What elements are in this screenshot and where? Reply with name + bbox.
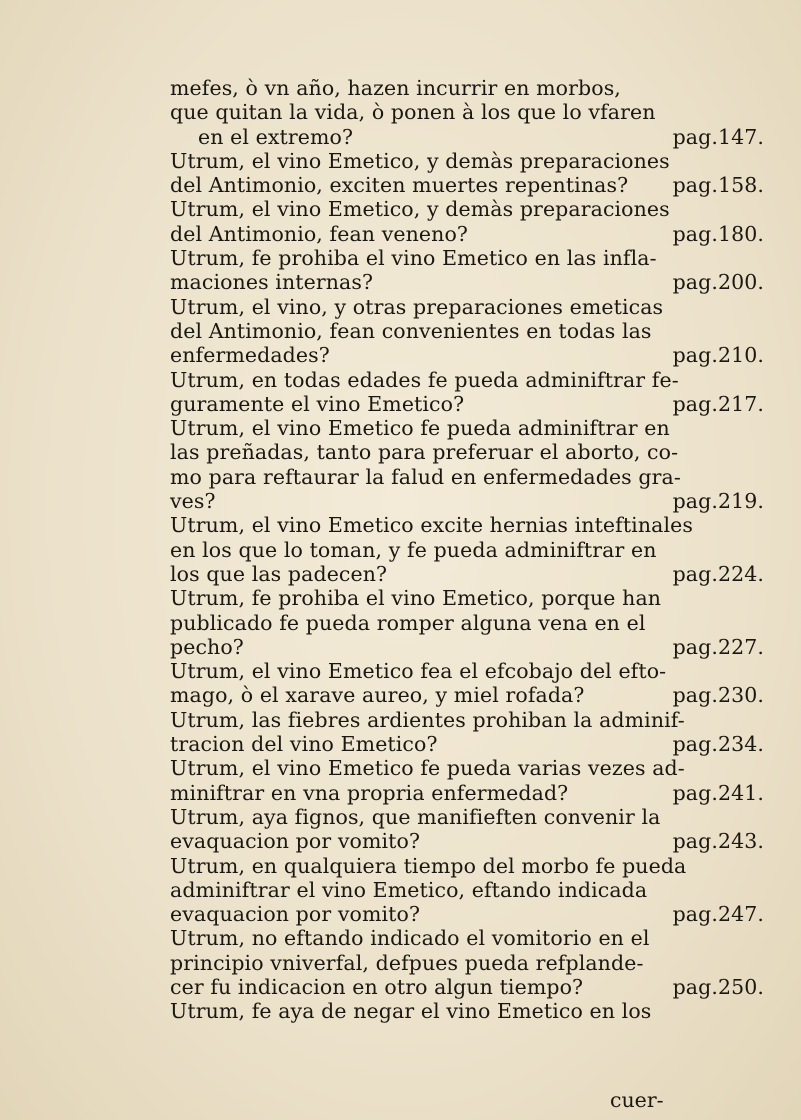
- entry-line: pecho?: [170, 634, 244, 659]
- page-reference: pag.158.: [672, 173, 764, 198]
- page-reference: pag.180.: [672, 221, 764, 246]
- page-reference: pag.250.: [672, 974, 764, 999]
- entry-line: Utrum, aya fignos, que manifieften convenir la: [170, 804, 661, 829]
- index-entry: [170, 416, 780, 513]
- entry-line: Utrum, fe prohiba el vino Emetico en las infla-: [170, 246, 657, 271]
- page-reference: pag.247.: [672, 902, 764, 927]
- entry-line: mefes, ò vn año, hazen incurrir en morbos,: [170, 76, 621, 100]
- index-entries: [170, 76, 780, 1024]
- entry-line: Utrum, el vino Emetico, y demàs preparaciones: [170, 197, 670, 222]
- entry-line: que quitan la vida, ò ponen à los que lo vfaren: [170, 100, 656, 125]
- entry-line: mo para reftaurar la falud en enfermedades gra-: [170, 464, 681, 489]
- index-entry: [170, 999, 780, 1023]
- index-entry: [170, 246, 780, 295]
- index-entry: [170, 854, 780, 927]
- entry-line: Utrum, el vino Emetico fe pueda adminiftrar en: [170, 416, 670, 441]
- index-entry: [170, 708, 780, 757]
- page-reference: pag.227.: [672, 634, 764, 659]
- index-entry: [170, 197, 780, 246]
- page-reference: pag.241.: [672, 780, 764, 805]
- entry-line: del Antimonio, exciten muertes repentinas?: [170, 173, 629, 198]
- entry-line: adminiftrar el vino Emetico, eftando indicada: [170, 877, 648, 902]
- entry-line: evaquacion por vomito?: [170, 902, 421, 927]
- entry-line: maciones internas?: [170, 270, 374, 295]
- index-entry: [170, 513, 780, 586]
- entry-line: ves?: [170, 489, 216, 514]
- entry-line: evaquacion por vomito?: [170, 829, 421, 854]
- entry-line: Utrum, fe prohiba el vino Emetico, porque han: [170, 586, 662, 611]
- page-reference: pag.230.: [672, 683, 764, 708]
- entry-line: Utrum, el vino Emetico excite hernias inteftinales: [170, 513, 693, 538]
- entry-line: cer fu indicacion en otro algun tiempo?: [170, 974, 584, 999]
- entry-line: los que las padecen?: [170, 561, 388, 586]
- entry-line: Utrum, el vino, y otras preparaciones emeticas: [170, 294, 664, 319]
- index-entry: [170, 926, 780, 999]
- entry-line: del Antimonio, fean convenientes en todas las: [170, 318, 652, 343]
- index-entry-lead: [170, 76, 780, 149]
- index-entry: [170, 756, 780, 805]
- index-entry: [170, 805, 780, 854]
- entry-line: tracion del vino Emetico?: [170, 732, 438, 757]
- entry-line: Utrum, fe aya de negar el vino Emetico en los: [170, 999, 652, 1024]
- page-reference: pag.147.: [672, 124, 764, 149]
- page-reference: pag.243.: [672, 829, 764, 854]
- entry-line: mago, ò el xarave aureo, y miel rofada?: [170, 683, 585, 708]
- entry-line: en los que lo toman, y fe pueda adminiftrar en: [170, 537, 657, 562]
- entry-line: Utrum, en todas edades fe pueda adminiftrar fe-: [170, 367, 679, 392]
- page-reference: pag.210.: [672, 343, 764, 368]
- entry-line: las preñadas, tanto para preferuar el aborto, co-: [170, 440, 679, 465]
- entry-line: guramente el vino Emetico?: [170, 391, 465, 416]
- entry-line: Utrum, no eftando indicado el vomitorio en el: [170, 926, 650, 951]
- index-entry: [170, 295, 780, 368]
- entry-line: del Antimonio, fean veneno?: [170, 221, 468, 246]
- entry-line: Utrum, el vino Emetico fea el efcobajo del efto-: [170, 659, 667, 684]
- entry-line: en el extremo?: [198, 124, 354, 149]
- entry-line: miniftrar en vna propria enfermedad?: [170, 780, 569, 805]
- entry-line: publicado fe pueda romper alguna vena en el: [170, 610, 646, 635]
- page-reference: pag.219.: [672, 489, 764, 514]
- catchword: cuer-: [610, 1088, 664, 1112]
- entry-line: Utrum, las fiebres ardientes prohiban la adminif-: [170, 707, 685, 732]
- page-reference: pag.224.: [672, 561, 764, 586]
- entry-line: Utrum, el vino Emetico fe pueda varias vezes ad-: [170, 756, 685, 781]
- index-entry: [170, 586, 780, 659]
- index-entry: [170, 368, 780, 417]
- page-reference: pag.200.: [672, 270, 764, 295]
- entry-line: enfermedades?: [170, 343, 330, 368]
- entry-line: Utrum, el vino Emetico, y demàs preparaciones: [170, 148, 670, 173]
- entry-line: principio vniverfal, defpues pueda refplande-: [170, 950, 644, 975]
- index-entry: [170, 149, 780, 198]
- page-reference: pag.217.: [672, 391, 764, 416]
- page-reference: pag.234.: [672, 732, 764, 757]
- index-entry: [170, 659, 780, 708]
- entry-line: Utrum, en qualquiera tiempo del morbo fe pueda: [170, 853, 687, 878]
